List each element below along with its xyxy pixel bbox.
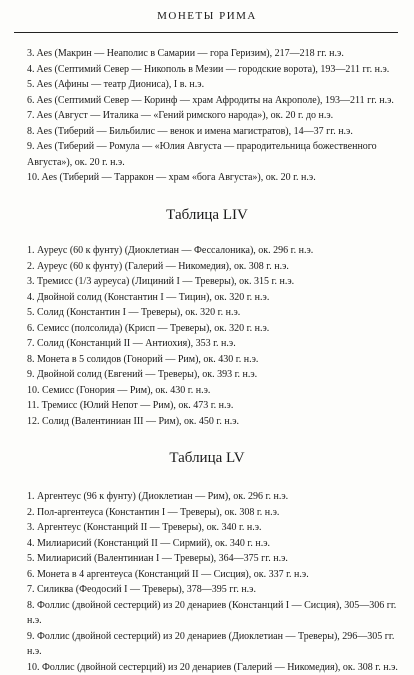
- item-text: Aes (Макрин — Неаполис в Самарии — гора Геризим), 217—218 гг. н.э.: [36, 48, 343, 59]
- item-number: 4.: [27, 538, 35, 549]
- list-item: [27, 598, 399, 629]
- list-item: [27, 520, 399, 536]
- item-number: 8.: [27, 354, 35, 365]
- item-number: 6.: [27, 569, 35, 580]
- item-text: Августа»), ок. 20 г. н.э.: [27, 157, 125, 168]
- list-item: [27, 305, 399, 321]
- item-text: Aes (Тиберий — Ромула — «Юлия Августа — прародительница божественного: [36, 141, 376, 152]
- item-text: Ауреус (60 к фунту) (Галерий — Никомедия), ок. 308 г. н.э.: [37, 261, 289, 272]
- item-number: 6.: [27, 95, 35, 106]
- item-number: 9.: [27, 369, 35, 380]
- item-text: Силиква (Феодосий I — Треверы), 378—395 гг. н.э.: [37, 584, 256, 595]
- plate-caption-list: [27, 46, 399, 186]
- list-item: [27, 567, 399, 583]
- item-number: 10.: [27, 172, 40, 183]
- item-text: Семисс (Гонория — Рим), ок. 430 г. н.э.: [42, 385, 210, 396]
- item-text: Ауреус (60 к фунту) (Диоклетиан — Фессалоника), ок. 296 г. н.э.: [37, 245, 313, 256]
- item-text: Аргентеус (96 к фунту) (Диоклетиан — Рим), ок. 296 г. н.э.: [37, 491, 288, 502]
- item-number: 7.: [27, 584, 35, 595]
- item-number: 5.: [27, 79, 35, 90]
- item-text: Солид (Валентиниан III — Рим), ок. 450 г. н.э.: [42, 416, 239, 427]
- header-rule: [14, 32, 398, 33]
- list-item: [27, 290, 399, 306]
- item-number: 7.: [27, 110, 35, 121]
- list-item: [27, 155, 399, 171]
- item-number: 1.: [27, 245, 35, 256]
- list-item: [27, 259, 399, 275]
- list-item: [27, 414, 399, 430]
- item-text: Aes (Август — Италика — «Гений римского народа»), ок. 20 г. до н.э.: [36, 110, 333, 121]
- item-text: Aes (Афины — театр Диониса), I в. н.э.: [36, 79, 204, 90]
- item-text: Семисс (полсолида) (Крисп — Треверы), ок. 320 г. н.э.: [37, 323, 269, 334]
- list-item: [27, 367, 399, 383]
- item-number: 10.: [27, 385, 40, 396]
- item-number: 9.: [27, 141, 35, 152]
- item-number: 8.: [27, 600, 35, 611]
- list-item: [27, 629, 399, 660]
- item-number: 12.: [27, 416, 40, 427]
- item-number: 4.: [27, 64, 35, 75]
- item-text: Монета в 5 солидов (Гонорий — Рим), ок. 430 г. н.э.: [37, 354, 258, 365]
- list-item: [27, 139, 399, 155]
- list-item: [27, 336, 399, 352]
- item-text: Двойной солид (Евгений — Треверы), ок. 393 г. н.э.: [37, 369, 257, 380]
- item-text: Aes (Тиберий — Бильбилис — венок и имена магистратов), 14—37 гг. н.э.: [36, 126, 352, 137]
- item-number: 2.: [27, 261, 35, 272]
- item-text: Аргентеус (Констанций II — Треверы), ок. 340 г. н.э.: [37, 522, 262, 533]
- item-number: 11.: [27, 400, 39, 411]
- list-item: [27, 660, 399, 675]
- list-item: [27, 124, 399, 140]
- item-text: Фоллис (двойной сестерций) из 20 денариев (Диоклетиан — Треверы), 296—305 гг. н.э.: [27, 631, 394, 658]
- list-item: [27, 93, 399, 109]
- list-item: [27, 582, 399, 598]
- item-number: 9.: [27, 631, 35, 642]
- list-item: [27, 274, 399, 290]
- item-number: 3.: [27, 276, 35, 287]
- item-number: 5.: [27, 307, 35, 318]
- list-item: [27, 536, 399, 552]
- item-text: Aes (Септимий Север — Коринф — храм Афродиты на Акрополе), 193—211 гг. н.э.: [36, 95, 393, 106]
- table-liv-list: [27, 243, 399, 429]
- list-item: [27, 398, 399, 414]
- item-number: 5.: [27, 553, 35, 564]
- item-text: Двойной солид (Константин I — Тицин), ок. 320 г. н.э.: [37, 292, 269, 303]
- list-item: [27, 243, 399, 259]
- item-text: Тремисс (Юлий Непот — Рим), ок. 473 г. н.э.: [42, 400, 234, 411]
- item-number: 1.: [27, 491, 35, 502]
- item-number: 3.: [27, 48, 35, 59]
- item-text: Милиарисий (Валентиниан I — Треверы), 364—375 гг. н.э.: [37, 553, 288, 564]
- item-number: 8.: [27, 126, 35, 137]
- list-item: [27, 108, 399, 124]
- item-text: Солид (Константин I — Треверы), ок. 320 г. н.э.: [37, 307, 240, 318]
- list-item: [27, 352, 399, 368]
- list-item: [27, 46, 399, 62]
- item-number: 4.: [27, 292, 35, 303]
- running-header: МОНЕТЫ РИМА: [0, 10, 414, 22]
- list-item: [27, 77, 399, 93]
- list-item: [27, 62, 399, 78]
- list-item: [27, 489, 399, 505]
- item-number: 10.: [27, 662, 40, 673]
- item-text: Монета в 4 аргентеуса (Констанций II — Сисция), ок. 337 г. н.э.: [37, 569, 309, 580]
- list-item: [27, 505, 399, 521]
- list-item: [27, 551, 399, 567]
- item-text: Aes (Тиберий — Тарракон — храм «бога Августа»), ок. 20 г. н.э.: [41, 172, 315, 183]
- item-text: Солид (Констанций II — Антиохия), 353 г. н.э.: [37, 338, 236, 349]
- table-lv-list: [27, 489, 399, 675]
- item-number: 3.: [27, 522, 35, 533]
- item-text: Фоллис (двойной сестерций) из 20 денариев (Констанций I — Сисция), 305—306 гг. н.э.: [27, 600, 396, 627]
- item-text: Фоллис (двойной сестерций) из 20 денариев (Галерий — Никомедия), ок. 308 г. н.э.: [42, 662, 398, 673]
- item-number: 6.: [27, 323, 35, 334]
- item-text: Пол-аргентеуса (Константин I — Треверы), ок. 308 г. н.э.: [37, 507, 279, 518]
- item-text: Aes (Септимий Север — Никополь в Мезии — городские ворота), 193—211 гг. н.э.: [36, 64, 389, 75]
- item-number: 7.: [27, 338, 35, 349]
- section-title-lv: Таблица LV: [0, 450, 414, 467]
- item-number: 2.: [27, 507, 35, 518]
- item-text: Милиарисий (Констанций II — Сирмий), ок. 340 г. н.э.: [37, 538, 270, 549]
- list-item: [27, 321, 399, 337]
- list-item: [27, 383, 399, 399]
- list-item: [27, 170, 399, 186]
- item-text: Тремисс (1/3 ауреуса) (Лициний I — Треверы), ок. 315 г. н.э.: [37, 276, 294, 287]
- section-title-liv: Таблица LIV: [0, 207, 414, 224]
